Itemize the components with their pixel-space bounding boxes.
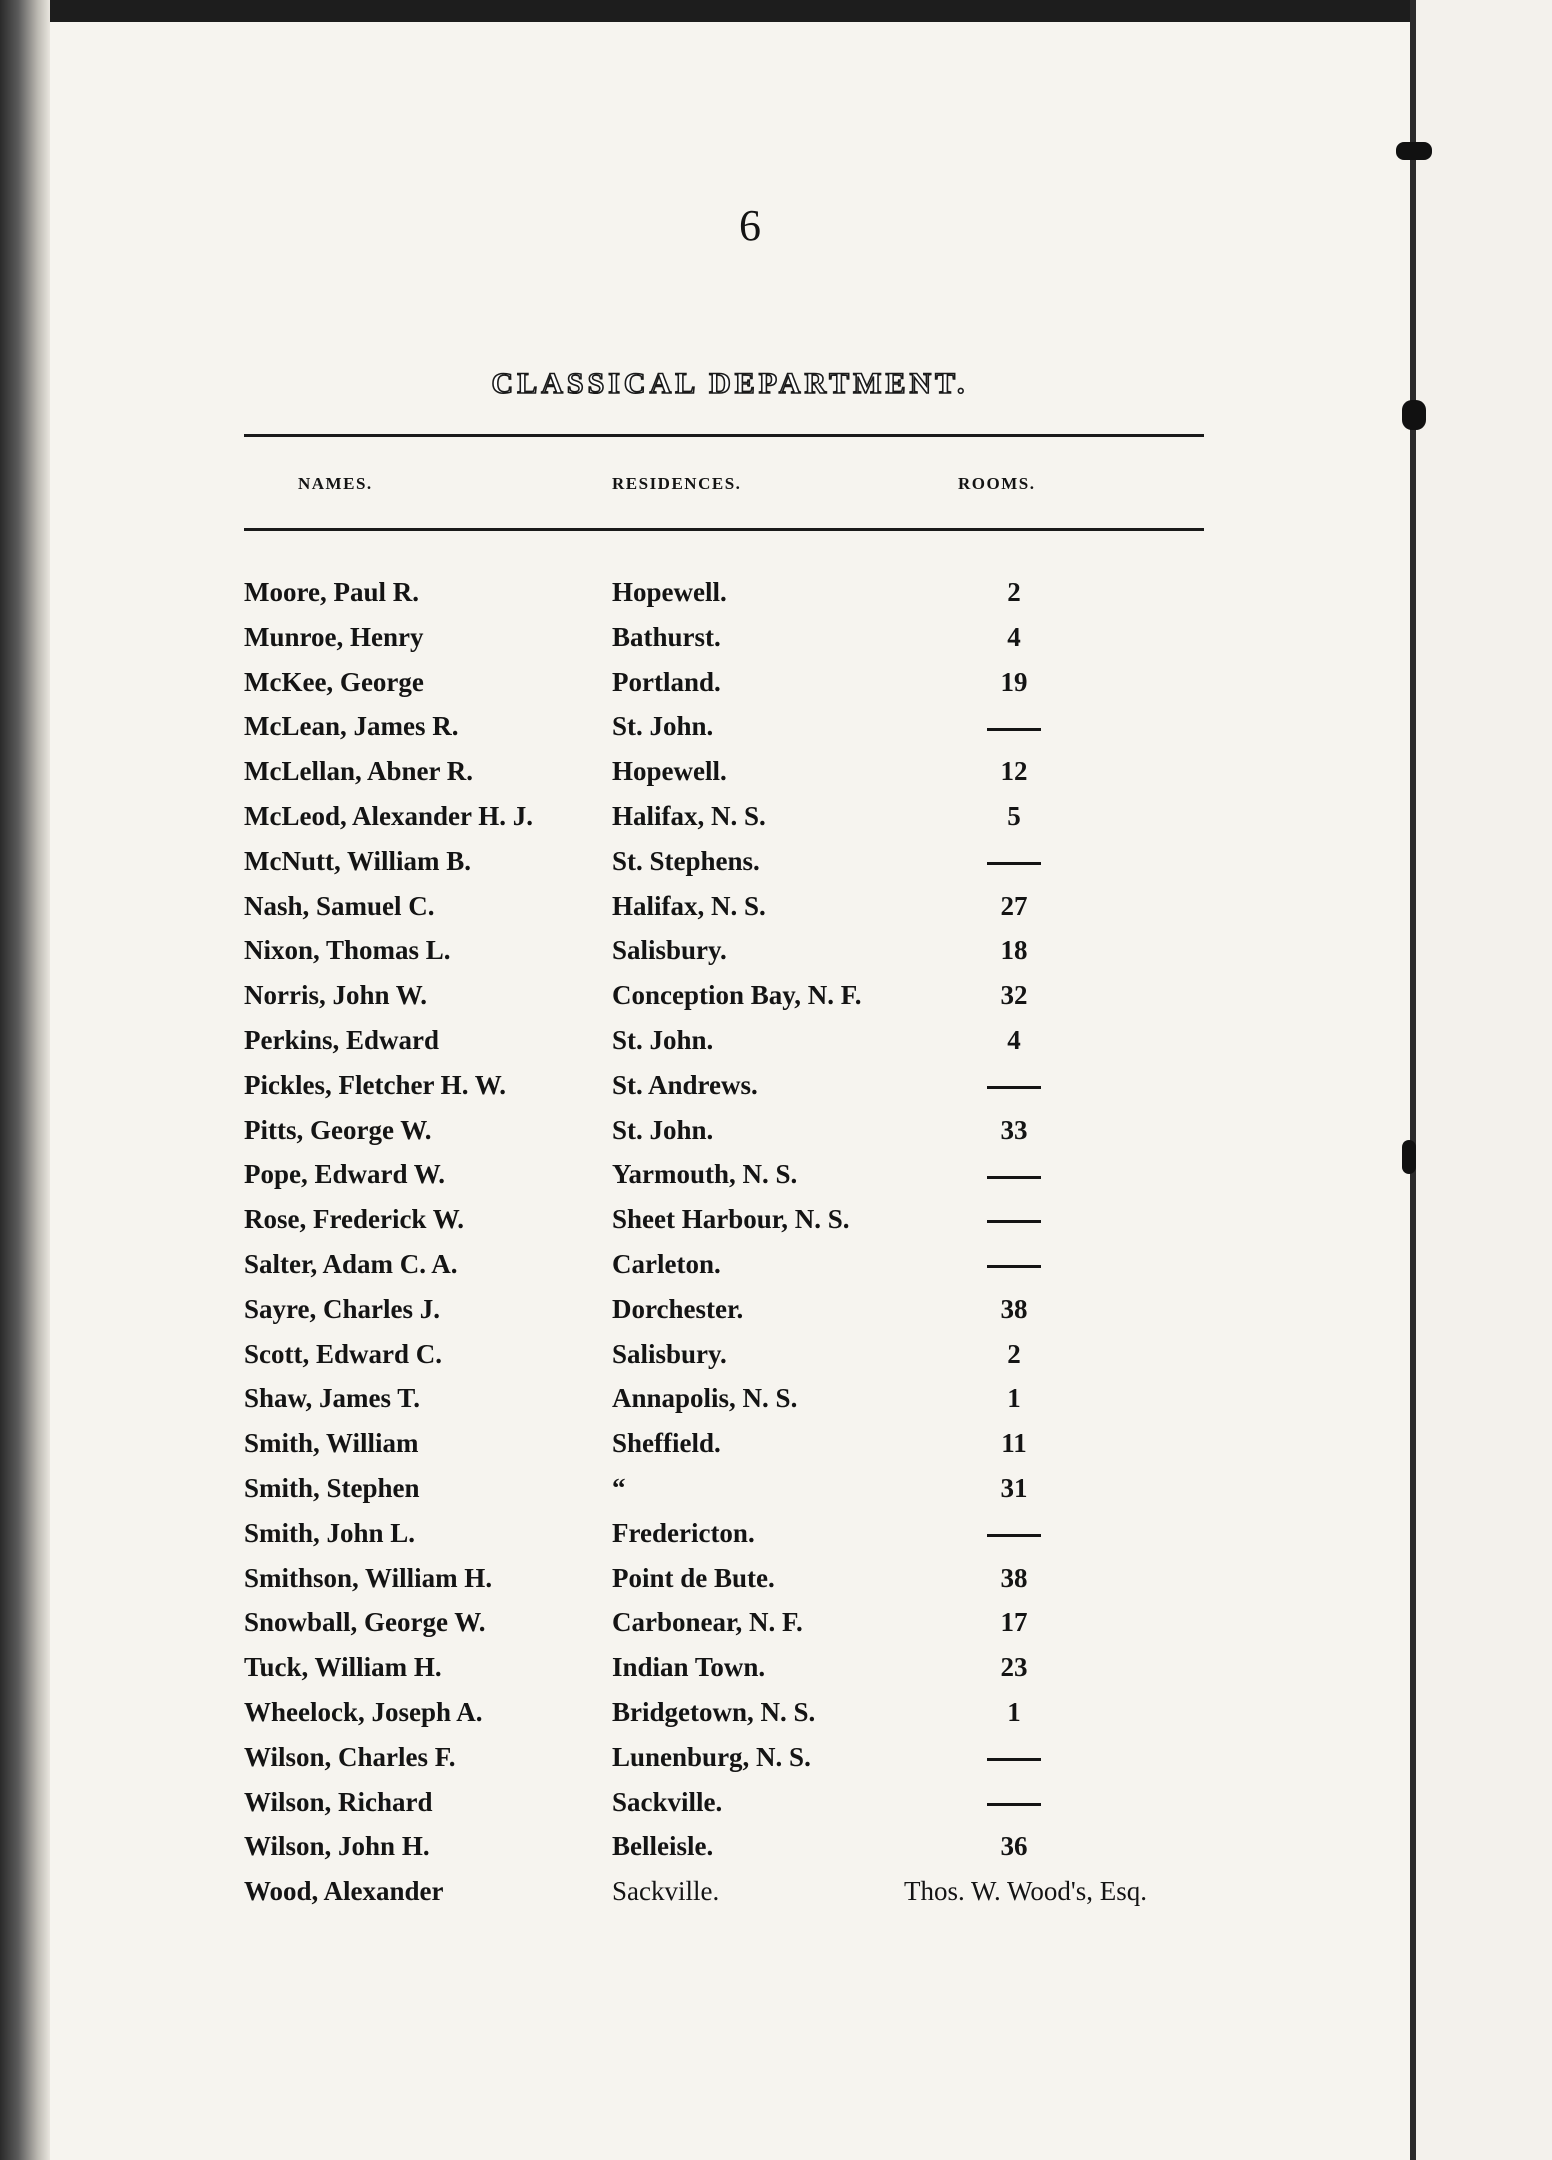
table-row xyxy=(244,615,1224,660)
student-residence: Dorchester. xyxy=(612,1293,744,1324)
student-name: Wilson, Richard xyxy=(244,1786,433,1817)
table-row xyxy=(244,704,1224,749)
student-residence: Indian Town. xyxy=(612,1652,766,1683)
header-rule-bottom xyxy=(244,528,1204,531)
student-residence: St. Stephens. xyxy=(612,845,760,876)
student-room: 32 xyxy=(1000,980,1028,1011)
student-residence: Sheffield. xyxy=(612,1428,721,1459)
table-row xyxy=(244,1645,1224,1690)
student-room: 2 xyxy=(1007,577,1021,607)
student-room: 36 xyxy=(1000,1831,1028,1862)
student-residence: St. John. xyxy=(612,1114,714,1145)
student-name: Perkins, Edward xyxy=(244,1024,440,1055)
student-name: Smith, Stephen xyxy=(244,1472,420,1503)
student-name: Wilson, Charles F. xyxy=(244,1741,456,1772)
scan-border-top xyxy=(0,0,1552,22)
student-name: Smith, William xyxy=(244,1428,419,1459)
student-residence: St. John. xyxy=(612,711,714,742)
student-room: 2 xyxy=(1007,1338,1021,1369)
blank-dash xyxy=(987,1220,1041,1223)
header-rule-top xyxy=(244,434,1204,437)
student-name: Munroe, Henry xyxy=(244,621,424,652)
student-room: 33 xyxy=(1000,1114,1028,1145)
table-row xyxy=(244,1511,1224,1556)
document-page xyxy=(50,22,1410,2160)
room-blank-dash xyxy=(974,839,1054,884)
table-row xyxy=(244,1197,1224,1242)
column-header-names: NAMES. xyxy=(298,474,373,493)
blank-dash xyxy=(987,1758,1041,1761)
room-blank-dash xyxy=(974,1063,1054,1108)
student-residence: Fredericton. xyxy=(612,1517,755,1548)
table-row xyxy=(244,794,1224,839)
student-residence: St. Andrews. xyxy=(612,1069,758,1100)
student-residence: Sheet Harbour, N. S. xyxy=(612,1204,850,1235)
student-name: Snowball, George W. xyxy=(244,1607,486,1638)
blank-dash xyxy=(987,1534,1041,1537)
student-room: 23 xyxy=(1000,1652,1028,1683)
student-residence: Point de Bute. xyxy=(612,1562,775,1593)
student-room: 27 xyxy=(1000,890,1028,921)
student-name: Smithson, William H. xyxy=(244,1562,493,1593)
table-row xyxy=(244,1018,1224,1063)
student-room: 17 xyxy=(1000,1607,1028,1638)
student-name: Shaw, James T. xyxy=(244,1383,421,1414)
table-row xyxy=(244,1152,1224,1197)
student-name: McLellan, Abner R. xyxy=(244,756,473,787)
student-room: 18 xyxy=(1000,935,1028,966)
student-residence: Carleton. xyxy=(612,1248,721,1279)
page-number: 6 xyxy=(739,201,761,250)
student-residence: Hopewell. xyxy=(612,756,727,787)
student-name: McNutt, William B. xyxy=(244,845,471,876)
student-residence: Conception Bay, N. F. xyxy=(612,980,862,1011)
table-row xyxy=(244,928,1224,973)
room-blank-dash xyxy=(974,1152,1054,1197)
student-residence: Belleisle. xyxy=(612,1831,714,1862)
student-residence: Sackville. xyxy=(612,1786,723,1817)
blank-dash xyxy=(987,1803,1041,1806)
student-room: 38 xyxy=(1000,1293,1028,1324)
student-name: Scott, Edward C. xyxy=(244,1338,443,1369)
student-name: Smith, John L. xyxy=(244,1517,416,1548)
room-blank-dash xyxy=(974,1197,1054,1242)
student-residence: Halifax, N. S. xyxy=(612,890,766,921)
table-row xyxy=(244,1824,1224,1869)
student-name: Wilson, John H. xyxy=(244,1831,430,1862)
blank-dash xyxy=(987,728,1041,731)
student-name: McLean, James R. xyxy=(244,711,459,742)
student-residence: Hopewell. xyxy=(612,577,727,607)
table-row xyxy=(244,749,1224,794)
student-name: Salter, Adam C. A. xyxy=(244,1248,458,1279)
table-row xyxy=(244,660,1224,705)
student-name: Sayre, Charles J. xyxy=(244,1293,440,1324)
table-row xyxy=(244,1287,1224,1332)
student-name: Tuck, William H. xyxy=(244,1652,442,1683)
student-residence: Halifax, N. S. xyxy=(612,800,766,831)
student-room: 38 xyxy=(1000,1562,1028,1593)
student-residence: “ xyxy=(612,1472,626,1503)
blank-dash xyxy=(987,1176,1041,1179)
student-room: 11 xyxy=(1001,1428,1027,1459)
facing-page-strip xyxy=(1416,0,1552,2160)
student-residence: Yarmouth, N. S. xyxy=(612,1159,798,1190)
student-name: Wood, Alexander xyxy=(244,1876,444,1907)
student-residence: Carbonear, N. F. xyxy=(612,1607,803,1638)
student-residence: Salisbury. xyxy=(612,935,727,966)
room-blank-dash xyxy=(974,704,1054,749)
student-name: Moore, Paul R. xyxy=(244,577,419,607)
scan-border-left xyxy=(0,0,50,2160)
student-name: Wheelock, Joseph A. xyxy=(244,1696,483,1727)
student-residence: Bathurst. xyxy=(612,621,721,652)
table-row xyxy=(244,1780,1224,1825)
blank-dash xyxy=(987,1265,1041,1268)
table-row xyxy=(244,1108,1224,1153)
student-residence: Portland. xyxy=(612,666,721,697)
student-name: Norris, John W. xyxy=(244,980,428,1011)
room-blank-dash xyxy=(974,1511,1054,1556)
table-row xyxy=(244,1466,1224,1511)
student-name: Pope, Edward W. xyxy=(244,1159,446,1190)
student-residence: St. John. xyxy=(612,1024,714,1055)
student-room: Thos. W. Wood's, Esq. xyxy=(904,1876,1147,1907)
room-blank-dash xyxy=(974,1242,1054,1287)
student-residence: Annapolis, N. S. xyxy=(612,1383,798,1414)
table-row xyxy=(244,839,1224,884)
table-row xyxy=(244,884,1224,929)
column-header-rooms: ROOMS. xyxy=(958,474,1036,493)
table-row xyxy=(244,1376,1224,1421)
student-residence: Salisbury. xyxy=(612,1338,727,1369)
room-blank-dash xyxy=(974,1735,1054,1780)
student-list xyxy=(244,570,1224,1914)
table-row xyxy=(244,1421,1224,1466)
blank-dash xyxy=(987,1086,1041,1089)
table-row xyxy=(244,570,1224,615)
student-room: 1 xyxy=(1007,1383,1021,1414)
student-name: Nixon, Thomas L. xyxy=(244,935,451,966)
student-residence: Lunenburg, N. S. xyxy=(612,1741,811,1772)
student-name: McLeod, Alexander H. J. xyxy=(244,800,533,831)
student-name: Pickles, Fletcher H. W. xyxy=(244,1069,506,1100)
table-row xyxy=(244,1556,1224,1601)
table-row xyxy=(244,1690,1224,1735)
student-room: 1 xyxy=(1007,1696,1021,1727)
student-room: 4 xyxy=(1007,621,1021,652)
student-room: 4 xyxy=(1007,1024,1021,1055)
blank-dash xyxy=(987,862,1041,865)
column-header-residences: RESIDENCES. xyxy=(612,474,742,493)
student-name: Nash, Samuel C. xyxy=(244,890,435,921)
student-room: 5 xyxy=(1007,800,1021,831)
student-room: 31 xyxy=(1000,1472,1028,1503)
room-blank-dash xyxy=(974,1780,1054,1825)
department-heading: CLASSICAL DEPARTMENT. xyxy=(491,367,969,400)
table-row xyxy=(244,1869,1224,1914)
student-room: 19 xyxy=(1000,666,1028,697)
student-name: Pitts, George W. xyxy=(244,1114,432,1145)
student-residence: Sackville. xyxy=(612,1876,720,1907)
table-row xyxy=(244,1735,1224,1780)
student-residence: Bridgetown, N. S. xyxy=(612,1696,816,1727)
student-name: Rose, Frederick W. xyxy=(244,1204,464,1235)
student-room: 12 xyxy=(1000,756,1028,787)
table-row xyxy=(244,1063,1224,1108)
table-row xyxy=(244,1332,1224,1377)
table-row xyxy=(244,973,1224,1018)
table-row xyxy=(244,1242,1224,1287)
student-name: McKee, George xyxy=(244,666,424,697)
table-row xyxy=(244,1600,1224,1645)
